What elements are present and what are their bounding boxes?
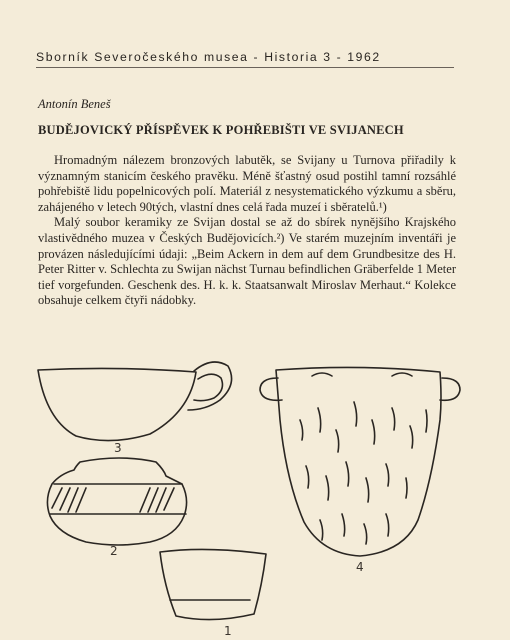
vessel-1-drawing xyxy=(160,549,266,619)
vessel-2-drawing xyxy=(47,458,186,545)
running-header: Sborník Severočeského musea - Historia 3 - 1962 xyxy=(36,50,381,64)
vessel-4-drawing xyxy=(260,367,460,556)
figure-label-2: 2 xyxy=(110,544,118,558)
paragraph-2: Malý soubor keramiky ze Svijan dostal se až do sbírek nynějšího Krajského vlastivědného muzea v Českých Budějovicích.²) Ve starém muzejním inventáři je provázen následujícími údaji: „Beim Ackern in dem auf dem Grundbesitze des H. Peter Ritter v. Schlechta zu Swijan nächst Turnau befindlichen Gräberfelde 1 Meter tief vorgefunden. Geschenk des. H. k. k. Staatsanwalt Miroslav Merhaut.“ Kolekce obsahuje celkem čtyři nádobky. xyxy=(38,215,456,308)
paragraph-1: Hromadným nálezem bronzových labutěk, se Svijany u Turnova přiřadily k významným stanicím českého pravěku. Méně šťastný osud postihl tamní rozsáhlé pohřebiště lidu popelnicových polí. Materiál z nesystematického výzkumu a sběru, zahájeného v letech 90tých, vlastní dnes celá řada muzeí i sběratelů.¹) xyxy=(38,153,456,214)
figure-label-3: 3 xyxy=(114,441,122,455)
vessel-3-drawing xyxy=(38,362,232,441)
article-title: BUDĚJOVICKÝ PŘÍSPĚVEK K POHŘEBIŠTI VE SVIJANECH xyxy=(38,123,404,137)
author-name: Antonín Beneš xyxy=(38,97,111,111)
figure-label-4: 4 xyxy=(356,560,364,574)
figure-label-1: 1 xyxy=(224,624,232,638)
